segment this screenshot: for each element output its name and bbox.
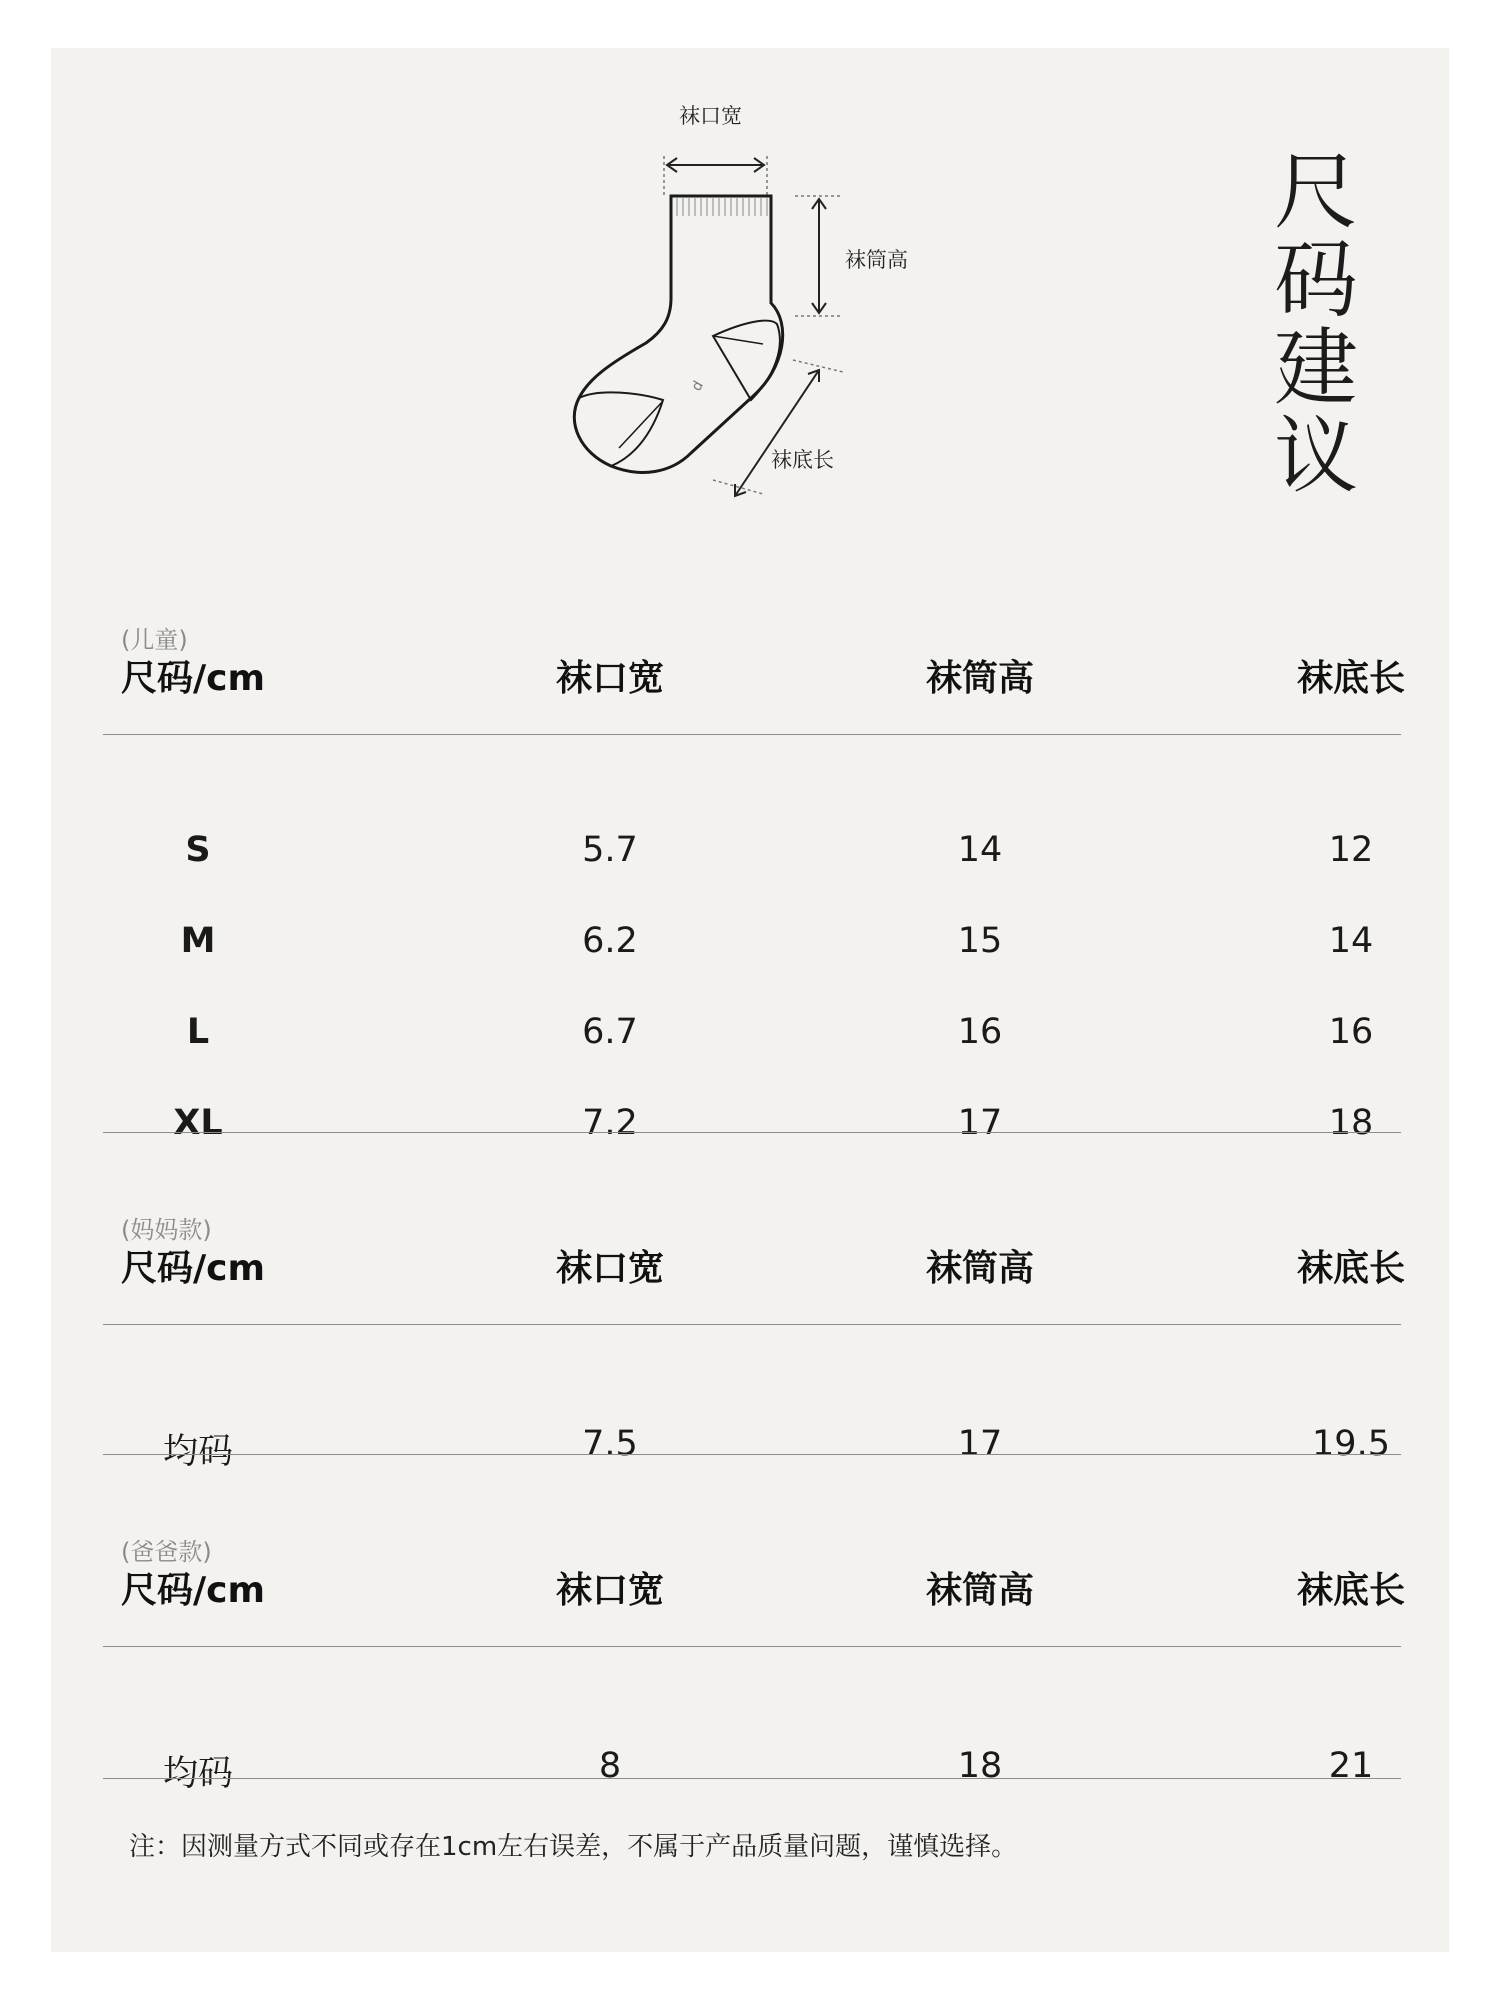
length-cell: 21: [1328, 1746, 1374, 1786]
height-cell: 15: [957, 921, 1003, 961]
size-guide-card: [51, 48, 1449, 1952]
size-cell: M: [180, 921, 216, 961]
table-row: [103, 1103, 1401, 1163]
size-cell: 均码: [162, 1432, 233, 1472]
height-cell: 16: [957, 1012, 1003, 1052]
table-header: [103, 1562, 1405, 1622]
width-cell: 5.7: [582, 830, 638, 870]
length-cell: 19.5: [1312, 1424, 1390, 1464]
divider: [103, 1132, 1401, 1133]
size-cell: S: [185, 830, 211, 870]
table-header: [103, 1240, 1405, 1300]
label-height: 袜筒高: [845, 248, 908, 272]
width-cell: 7.5: [582, 1424, 638, 1464]
section-tag: (爸爸款): [121, 1538, 212, 1566]
height-cell: 18: [957, 1746, 1003, 1786]
svg-text:d: d: [688, 378, 707, 394]
length-cell: 14: [1328, 921, 1374, 961]
height-cell: 17: [957, 1424, 1003, 1464]
width-cell: 8: [598, 1746, 622, 1786]
size-cell: XL: [173, 1103, 223, 1143]
table-row: [103, 830, 1401, 890]
sock-diagram: [51, 48, 1449, 568]
header-size: 尺码/cm: [121, 658, 266, 699]
table-header: [103, 650, 1405, 710]
width-cell: 6.7: [582, 1012, 638, 1052]
page-title: 尺码建议: [1273, 143, 1358, 505]
header-width: 袜口宽: [555, 1570, 664, 1611]
table-row: [103, 1746, 1401, 1806]
width-cell: 7.2: [582, 1103, 638, 1143]
label-width: 袜口宽: [679, 104, 742, 128]
label-length: 袜底长: [771, 448, 834, 472]
width-cell: 6.2: [582, 921, 638, 961]
section-tag: (儿童): [121, 626, 188, 654]
header-length: 袜底长: [1296, 1570, 1405, 1611]
length-cell: 12: [1328, 830, 1374, 870]
section-tag: (妈妈款): [121, 1216, 212, 1244]
header-height: 袜筒高: [925, 1570, 1034, 1611]
length-cell: 16: [1328, 1012, 1374, 1052]
header-height: 袜筒高: [925, 1248, 1034, 1289]
table-row: [103, 921, 1401, 981]
sock-outline-icon: [51, 48, 1449, 568]
divider: [103, 1646, 1401, 1647]
size-cell: 均码: [162, 1754, 233, 1794]
header-width: 袜口宽: [555, 1248, 664, 1289]
divider: [103, 1778, 1401, 1779]
header-width: 袜口宽: [555, 658, 664, 699]
length-cell: 18: [1328, 1103, 1374, 1143]
header-length: 袜底长: [1296, 658, 1405, 699]
divider: [103, 1324, 1401, 1325]
divider: [103, 734, 1401, 735]
height-cell: 14: [957, 830, 1003, 870]
size-cell: L: [186, 1012, 210, 1052]
header-length: 袜底长: [1296, 1248, 1405, 1289]
header-height: 袜筒高: [925, 658, 1034, 699]
header-size: 尺码/cm: [121, 1570, 266, 1611]
divider: [103, 1454, 1401, 1455]
disclaimer-note: 注：因测量方式不同或存在1cm左右误差，不属于产品质量问题，谨慎选择。: [129, 1832, 1018, 1862]
table-row: [103, 1012, 1401, 1072]
height-cell: 17: [957, 1103, 1003, 1143]
header-size: 尺码/cm: [121, 1248, 266, 1289]
